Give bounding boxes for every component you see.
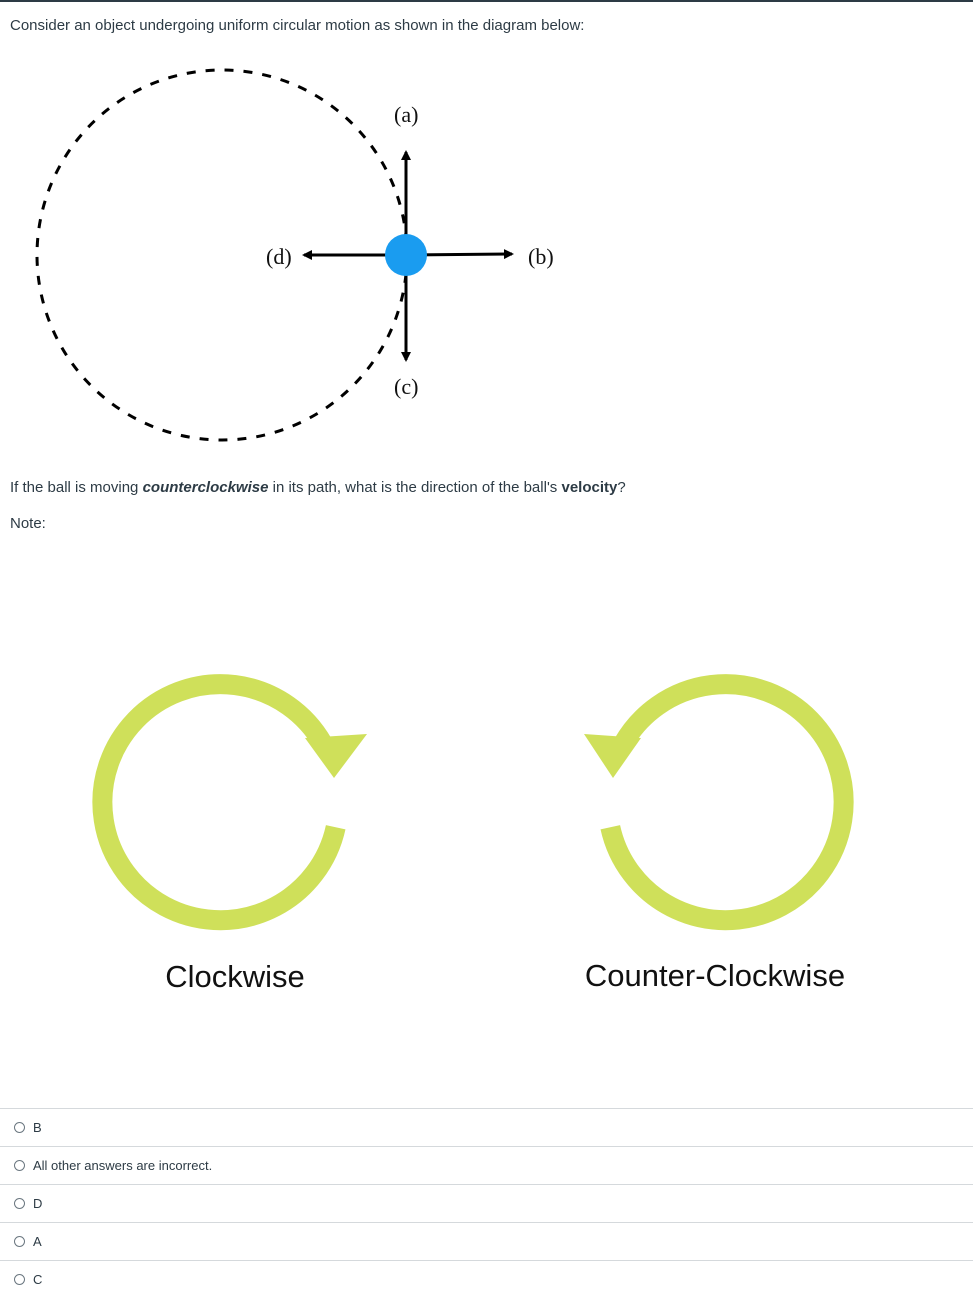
answer-label: All other answers are incorrect.	[33, 1158, 213, 1173]
question-prompt	[10, 479, 626, 496]
prompt-quantity: velocity	[561, 479, 618, 496]
prompt-part-3: ?	[617, 479, 626, 496]
prompt-direction: counterclockwise	[142, 479, 269, 496]
label-a: (a)	[394, 102, 419, 127]
counterclockwise-label: Counter-Clockwise	[584, 958, 846, 993]
label-d: (d)	[266, 244, 292, 269]
rotation-direction-figure	[0, 600, 973, 1020]
answer-option-d[interactable]	[0, 1184, 973, 1222]
label-c: (c)	[394, 374, 419, 399]
ball	[385, 234, 427, 276]
answer-option-b[interactable]	[0, 1108, 973, 1146]
answer-label: C	[33, 1272, 43, 1287]
note-label: Note:	[10, 515, 46, 532]
counterclockwise-arrow-icon	[584, 684, 844, 920]
answer-list	[0, 1108, 973, 1298]
answer-option-c[interactable]	[0, 1260, 973, 1298]
answer-option-none[interactable]	[0, 1146, 973, 1184]
prompt-part-2: in its path, what is the direction of the ball's	[268, 479, 562, 496]
answer-label: D	[33, 1196, 43, 1211]
answer-label: B	[33, 1120, 42, 1135]
clockwise-label: Clockwise	[165, 959, 305, 994]
radio-button[interactable]	[14, 1274, 25, 1285]
answer-option-a[interactable]	[0, 1222, 973, 1260]
label-b: (b)	[528, 244, 554, 269]
radio-button[interactable]	[14, 1198, 25, 1209]
question-intro: Consider an object undergoing uniform circular motion as shown in the diagram below:	[10, 17, 585, 34]
answer-label: A	[33, 1234, 42, 1249]
prompt-part-1: If the ball is moving	[10, 479, 143, 496]
circular-motion-diagram	[0, 40, 620, 460]
radio-button[interactable]	[14, 1122, 25, 1133]
radio-button[interactable]	[14, 1160, 25, 1171]
radio-button[interactable]	[14, 1236, 25, 1247]
top-rule	[0, 0, 973, 2]
clockwise-arrow-icon	[102, 684, 367, 920]
